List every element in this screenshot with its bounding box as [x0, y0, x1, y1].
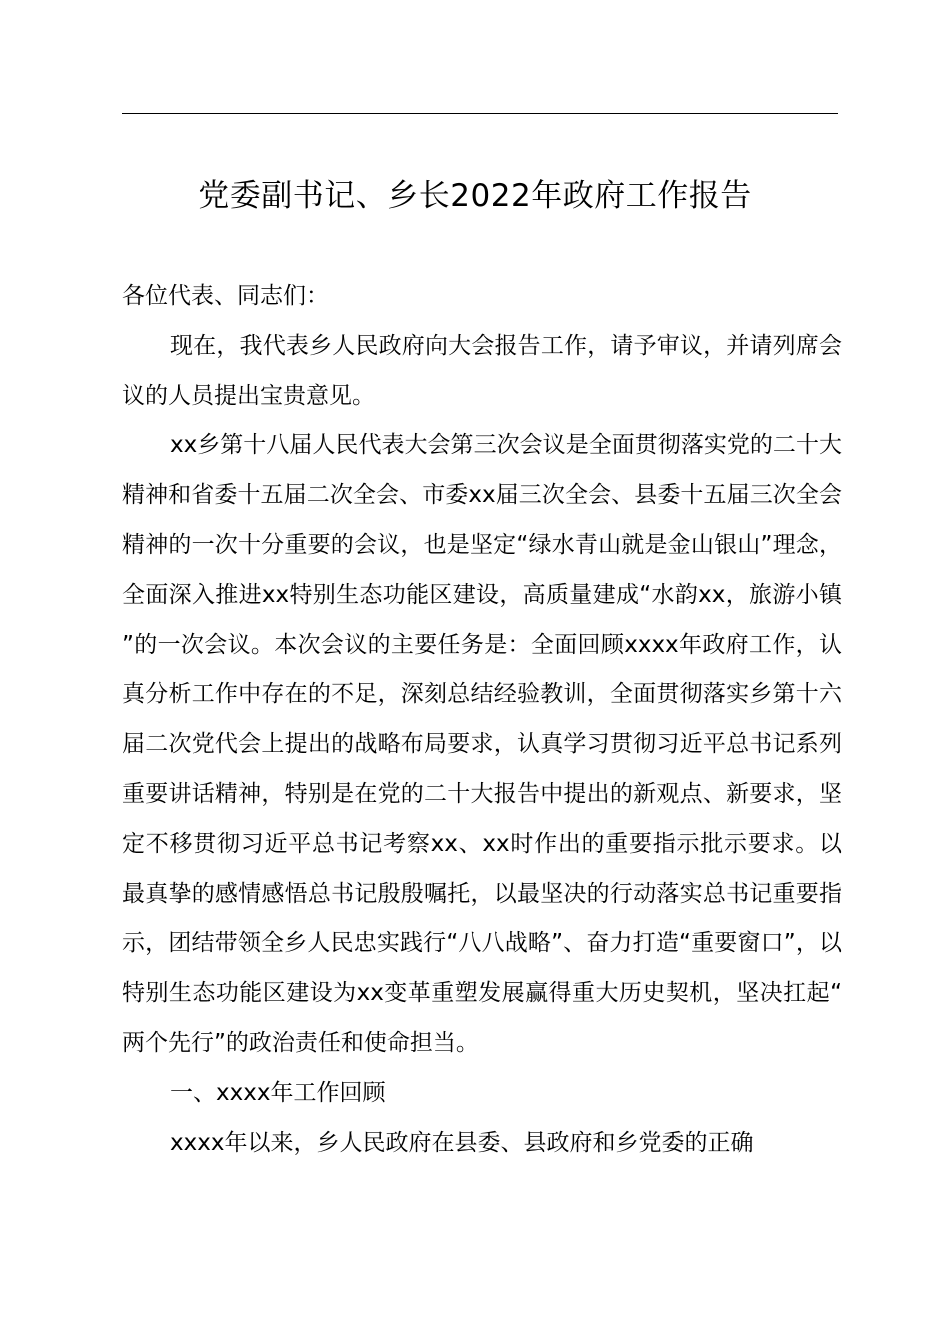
salutation: 各位代表、同志们： — [122, 283, 329, 309]
paragraph-meeting-purpose: xx乡第十八届人民代表大会第三次会议是全面贯彻落实党的二十大精神和省委十五届二次全会、市委xx届三次全会、县委十五届三次全会精神的一次十分重要的会议，也是坚定“绿水青山就是金山银山”理念，全面深入推进xx特别生态功能区建设，高质量建成“水韵xx，旅游小镇”的一次会议。本次会议的主要任务是：全面回顾xxxx年政府工作，认真分析工作中存在的不足，深刻总结经验教训，全面贯彻落实乡第十六届二次党代会上提出的战略布局要求，认真学习贯彻习近平总书记系列重要讲话精神，特别是在党的二十大报告中提出的新观点、新要求，坚定不移贯彻习近平总书记考察xx、xx时作出的重要指示批示要求。以最真挚的感情感悟总书记殷殷嘱托，以最坚决的行动落实总书记重要指示，团结带领全乡人民忠实践行“八八战略”、奋力打造“重要窗口”，以特别生态功能区建设为xx变革重塑发展赢得重大历史契机，坚决扛起“两个先行”的政治责任和使命担当。 — [122, 432, 842, 1056]
document-title: 党委副书记、乡长2022年政府工作报告 — [198, 178, 752, 214]
document-body — [122, 272, 842, 1168]
header-rule — [122, 113, 838, 114]
paragraph-opening: 现在，我代表乡人民政府向大会报告工作，请予审议，并请列席会议的人员提出宝贵意见。 — [122, 332, 842, 409]
paragraph-review: xxxx年以来，乡人民政府在县委、县政府和乡党委的正确 — [170, 1129, 754, 1156]
section-heading: 一、xxxx年工作回顾 — [170, 1079, 386, 1106]
